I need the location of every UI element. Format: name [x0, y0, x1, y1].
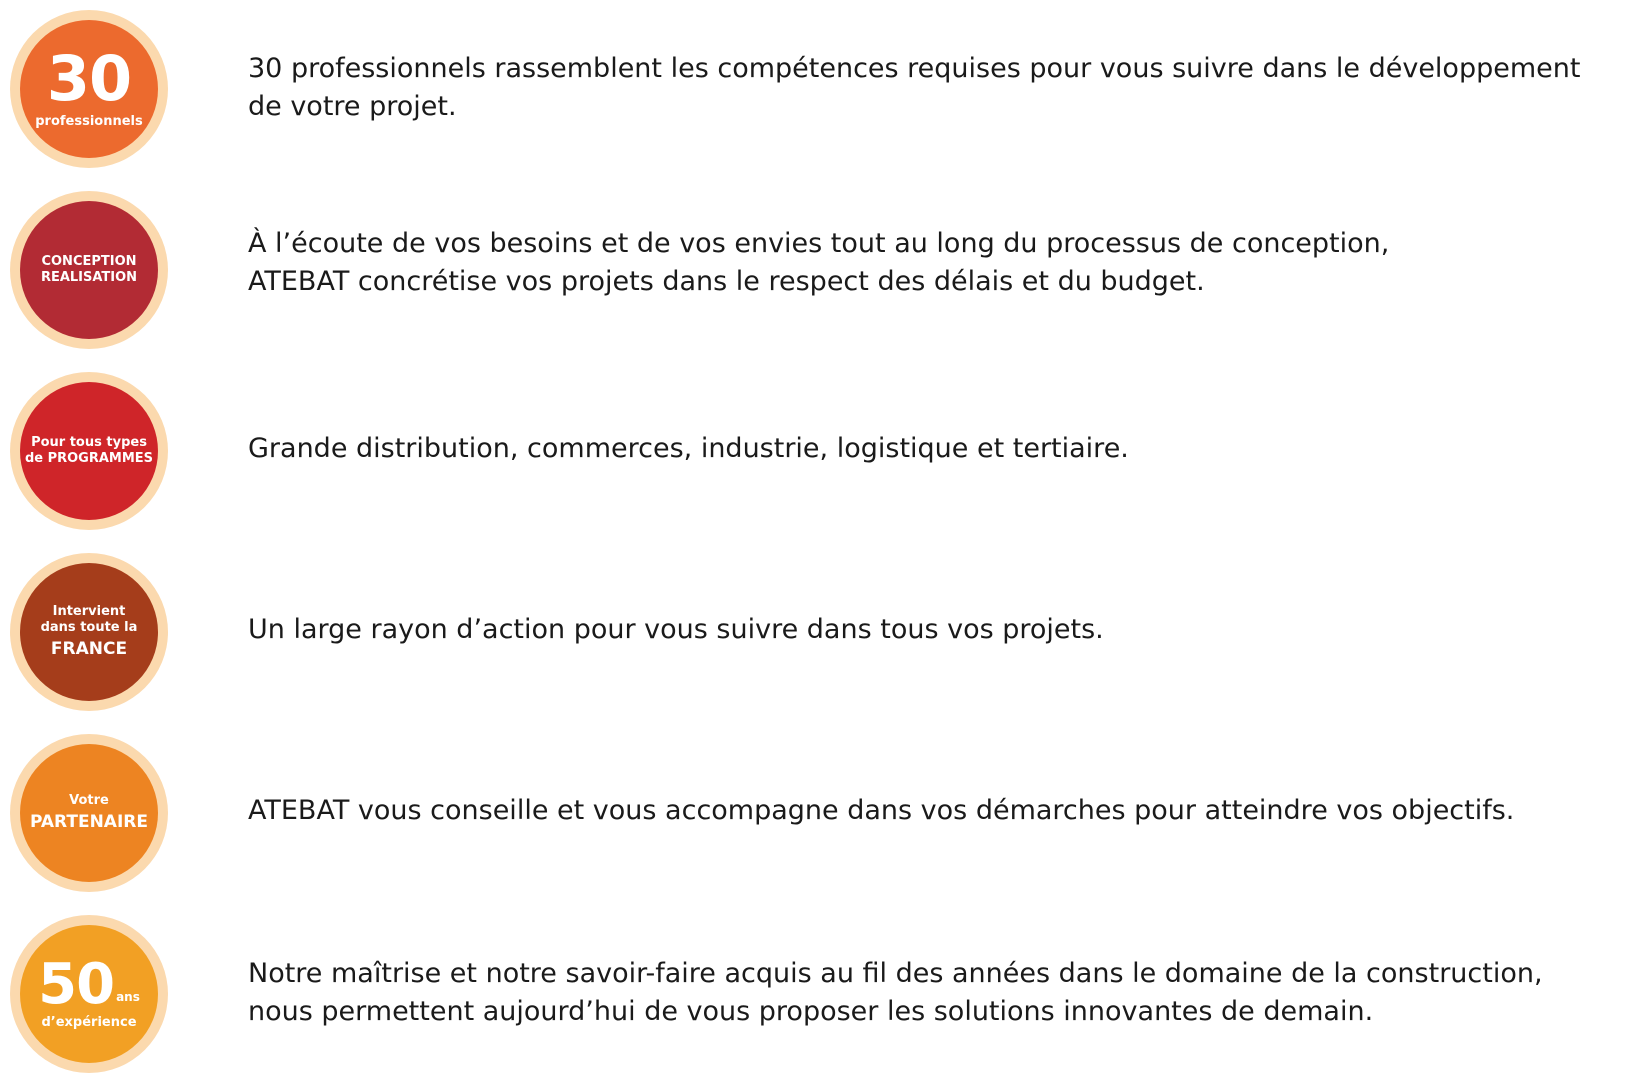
france-disc [20, 563, 158, 701]
description-line: 30 professionnels rassemblent les compétences requises pour vous suivre dans le développement [248, 53, 1581, 84]
programmes-disc [20, 382, 158, 520]
badge-number: 30 [46, 41, 132, 115]
badge-caption: d’expérience [41, 1014, 137, 1030]
description-line: de votre projet. [248, 91, 457, 122]
france-badge [10, 553, 168, 711]
badge-line: PARTENAIRE [29, 811, 148, 832]
experience-disc [20, 925, 158, 1063]
feature-description [248, 955, 1618, 1031]
description-line: À l’écoute de vos besoins et de vos envies tout au long du processus de conception, [248, 228, 1390, 259]
feature-description [248, 792, 1618, 830]
experience-badge [10, 915, 168, 1073]
badge-line: de PROGRAMMES [24, 451, 154, 466]
partner-disc [20, 744, 158, 882]
badge-line: Votre [69, 793, 109, 809]
description-line: Notre maîtrise et notre savoir-faire acquis au fil des années dans le domaine de la construction, [248, 958, 1543, 989]
badge-number: 50 [38, 951, 115, 1017]
badge-line: CONCEPTION [41, 253, 137, 269]
badge-number-line [38, 951, 140, 1017]
badge-number-suffix: ans [116, 989, 140, 1004]
professionals-badge [10, 10, 168, 168]
conception-disc [20, 201, 158, 339]
description-line: ATEBAT concrétise vos projets dans le respect des délais et du budget. [248, 266, 1205, 297]
programmes-badge [10, 372, 168, 530]
conception-badge [10, 191, 168, 349]
badge-line: Intervient [52, 604, 126, 620]
badge-line: Pour tous types [31, 434, 147, 450]
professionals-disc [20, 20, 158, 158]
badge-line: dans toute la [40, 620, 138, 636]
feature-description [248, 611, 1618, 649]
feature-description [248, 430, 1618, 468]
feature-description [248, 225, 1618, 301]
badge-line: REALISATION [40, 270, 138, 285]
description-line: Un large rayon d’action pour vous suivre dans tous vos projets. [248, 614, 1104, 645]
description-line: nous permettent aujourd’hui de vous proposer les solutions innovantes de demain. [248, 996, 1374, 1027]
description-line: ATEBAT vous conseille et vous accompagne dans vos démarches pour atteindre vos objectifs. [248, 795, 1515, 826]
badge-line: FRANCE [50, 638, 128, 659]
description-line: Grande distribution, commerces, industrie, logistique et tertiaire. [248, 433, 1129, 464]
feature-description [248, 50, 1618, 126]
partner-badge [10, 734, 168, 892]
badge-caption: professionnels [35, 113, 143, 129]
